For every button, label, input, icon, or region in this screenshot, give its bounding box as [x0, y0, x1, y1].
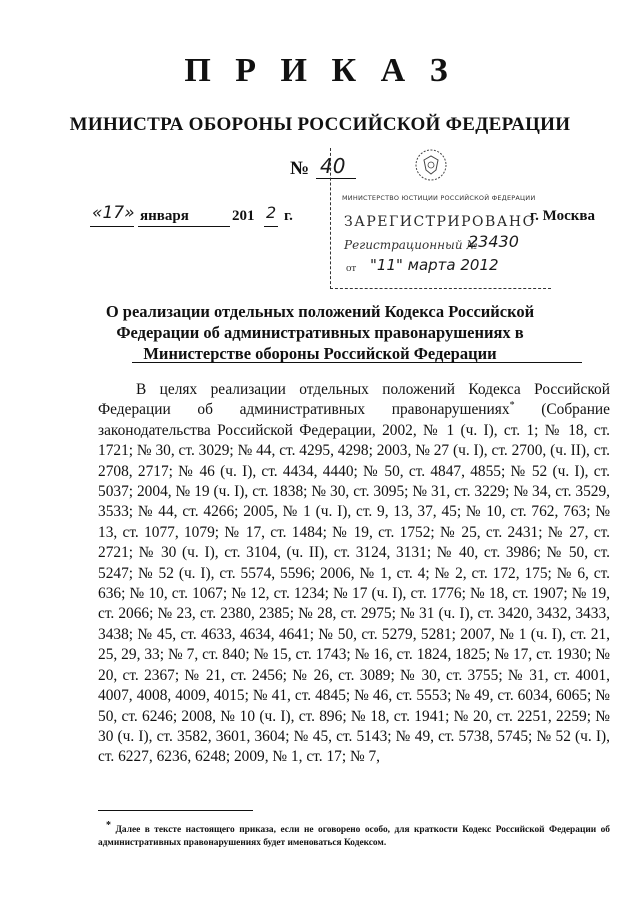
order-number-handwritten: 40 [320, 154, 346, 178]
stamp-registration-label: Регистрационный № [344, 238, 478, 252]
stamp-registered-status: ЗАРЕГИСТРИРОВАНО [344, 214, 536, 230]
order-heading-line-3: Министерстве обороны Российской Федерации [143, 344, 497, 363]
date-month-underline [138, 226, 230, 227]
date-year-suffix: г. [284, 208, 293, 224]
document-city: г. Москва [530, 208, 595, 224]
date-year-underline [264, 226, 278, 227]
footnote [98, 815, 610, 860]
date-year-prefix: 201 [232, 208, 255, 224]
footnote-text: Далее в тексте настоящего приказа, если не оговорено особо, для краткости Кодекс Российской Федерации об административных правонарушениях будет именоваться Кодексом. [98, 825, 610, 849]
date-day-handwritten: «17» [92, 203, 135, 223]
coat-of-arms-icon [414, 148, 448, 182]
footnote-separator [98, 810, 253, 811]
order-heading-line-1: О реализации отдельных положений Кодекса Российской [105, 302, 535, 321]
order-number-label: № [290, 158, 310, 179]
order-heading [0, 301, 640, 364]
order-heading-line-2: Федерации об административных правонарушениях в [116, 323, 524, 342]
document-title: П Р И К А З [184, 52, 456, 89]
footnote-mark: * [106, 820, 111, 832]
date-day-underline [90, 226, 134, 227]
footnote-paragraph [98, 820, 610, 850]
body-text-start: В целях реализации отдельных положений Кодекса Российской Федерации об административных правонарушениях [98, 381, 610, 419]
stamp-registration-number: 23430 [468, 232, 519, 251]
footnote-reference: * [509, 400, 515, 412]
body-text-rest: (Собрание законодательства Российской Федерации, 2002, № 1 (ч. I), ст. 1; № 18, ст. 1721; № 30, ст. 3029; № 44, ст. 4295, 4298; 2003, № 27 (ч. I), ст. 2700, (ч. II), ст. 2708, 2717; № 46 (ч. I), ст. 4434, 4440; № 50, ст. 4847, 4855; № 52 (ч. I), ст. 5037; 2004, № 19 (ч. I), ст. 1838; № 30, ст. 3095; № 31, ст. 3229; № 34, ст. 3529, 3533; № 44, ст. 4266; 2005, № 1 (ч. I), ст. 9, 13, 37, 45; № 10, ст. 762, 763; № 13, ст. 1077, 1079; № 17, ст. 1484; № 19, ст. 1752; № 25, ст. 2431; № 27, ст. 2721; № 30 (ч. I), ст. 3104, (ч. II), ст. 3124, 3131; № 40, ст. 3986; № 50, ст. 5247; № 52 (ч. I), ст. 5574, 5596; 2006, № 1, ст. 4; № 2, ст. 172, 175; № 6, ст. 636; № 10, ст. 1067; № 12, ст. 1234; № 17 (ч. I), ст. 1776; № 18, ст. 1907; № 19, ст. 2066; № 23, ст. 2380, 2385; № 28, ст. 2975; № 31 (ч. I), ст. 3420, 3432, 3433, 3438; № 45, ст. 4633, 4634, 4641; № 50, ст. 5279, 5281; 2007, № 1 (ч. I), ст. 21, 25, 29, 33; № 7, ст. 840; № 15, ст. 1743; № 16, ст. 1824, 1825; № 17, ст. 1930; № 20, ст. 2367; № 21, ст. 2456; № 26, ст. 3089; № 30, ст. 3755; № 31, ст. 4001, 4007, 4008, 4009, 4015; № 41, ст. 4845; № 46, ст. 5553; № 49, ст. 6034, 6065; № 50, ст. 6246; 2008, № 10 (ч. I), ст. 896; № 18, ст. 1941; № 20, ст. 2251, 2259; № 30 (ч. I), ст. 3582, 3601, 3604; № 45, ст. 5143; № 49, ст. 5738, 5745; № 52 (ч. I), ст. 6227, 6236, 6248; 2009, № 1, ст. 17; № 7, [98, 401, 610, 766]
heading-underline [132, 362, 582, 363]
stamp-from-label: от [346, 262, 357, 274]
date-month: января [140, 208, 189, 224]
body-paragraph [98, 380, 610, 768]
order-body [98, 380, 610, 768]
stamp-ministry-name: МИНИСТЕРСТВО ЮСТИЦИИ РОССИЙСКОЙ ФЕДЕРАЦИИ [342, 194, 536, 202]
date-year-digit-handwritten: 2 [266, 203, 277, 222]
document-issuer: МИНИСТРА ОБОРОНЫ РОССИЙСКОЙ ФЕДЕРАЦИИ [69, 114, 571, 135]
stamp-registration-date: "11" марта 2012 [370, 256, 499, 274]
